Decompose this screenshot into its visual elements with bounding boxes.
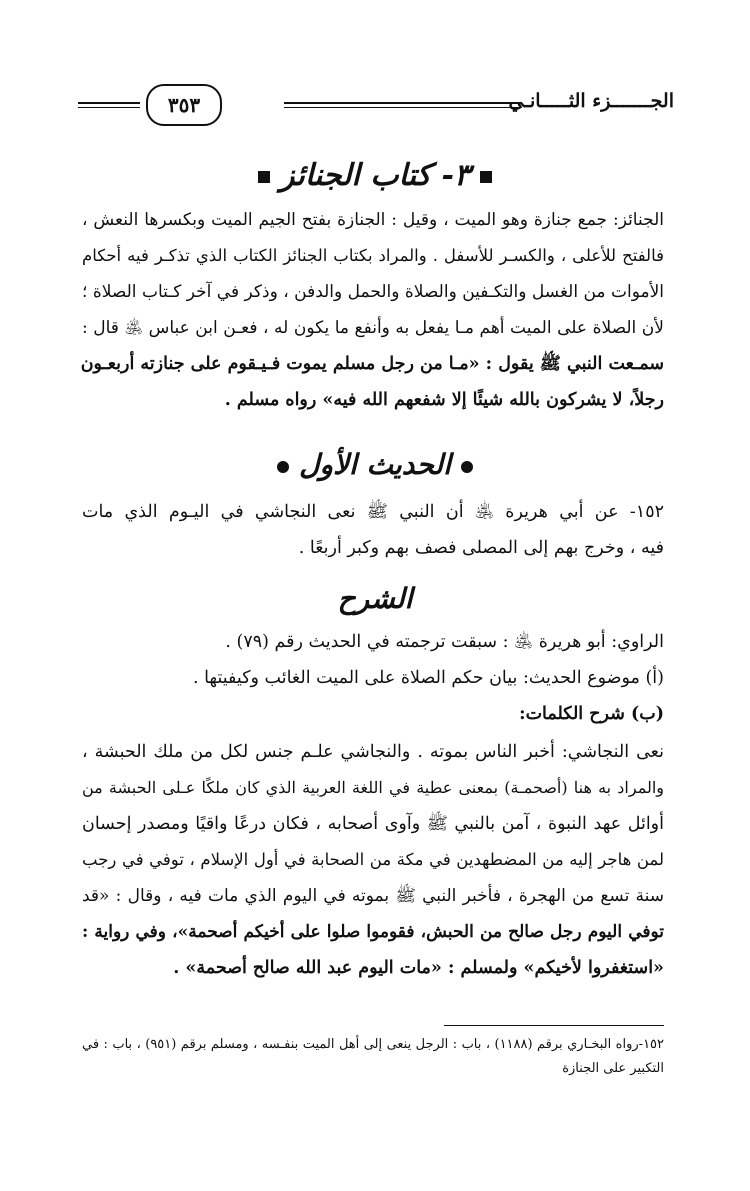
page-header (78, 84, 674, 128)
text-line: فيه ، وخرج بهم إلى المصلى فصف بهم وكبر أربعًا . (298, 538, 664, 558)
text-line: أوائل عهد النبوة ، آمن بالنبي ﷺ وآوى أصحابه ، فكان درعًا واقيًا ومصدر إحسان (82, 814, 664, 834)
book-title (0, 158, 750, 193)
hadith-title-text: الحديث الأول (299, 448, 451, 481)
running-title: الجـــــــزء الثـــــانـي (508, 90, 674, 112)
hadith-text (82, 494, 664, 566)
text-line: والمراد به هنا (أصحمـة) بمعنى عطية في اللغة العربية الذي كان ملكًا عـلى الحبشة من (82, 778, 664, 797)
square-ornament-icon (258, 171, 270, 183)
sharh-intro (82, 624, 664, 732)
text-line: سمـعت النبي ﷺ يقول : «مـا من رجل مسلم يموت فـيـقوم على جنازته أربعـون (80, 354, 664, 374)
text-line: سنة تسع من الهجرة ، فأخبر النبي ﷺ بموته في اليوم الذي مات فيه ، وقال : «قد (82, 886, 664, 906)
round-bullet-icon (277, 461, 289, 473)
footnote-line: التكبير على الجنازة (562, 1061, 664, 1076)
text-line: رجلاً، لا يشركون بالله شيئًا إلا شفعهم الله فيه» رواه مسلم . (224, 390, 664, 410)
header-rule (284, 102, 522, 108)
footnote (82, 1033, 664, 1081)
text-line: الأموات من الغسل والتكـفين والصلاة والحمل والدفن ، وذكر في آخر كـتاب الصلاة ؛ (82, 282, 664, 302)
page-number: ٣٥٣ (146, 84, 222, 126)
topic-line: (أ) موضوع الحديث: بيان حكم الصلاة على الميت الغائب وكيفيتها . (192, 668, 664, 688)
footnote-rule (444, 1025, 664, 1026)
sharh-title: الشرح (337, 582, 413, 615)
footnote-line: ١٥٢-رواه البخـاري برقم (١١٨٨) ، باب : الرجل ينعى إلى أهل الميت بنفـسه ، ومسلم برقم (٩٥١) ، باب : في (82, 1037, 665, 1052)
square-ornament-icon (480, 171, 492, 183)
narrator-line: الراوي: أبو هريرة ﵁ : سبقت ترجمته في الحديث رقم (٧٩) . (225, 632, 664, 652)
intro-paragraph (82, 202, 664, 418)
text-line: نعى النجاشي: أخبر الناس بموته . والنجاشي علـم جنس لكل من ملك الحبشة ، (82, 742, 664, 762)
text-line: لمن هاجر إليه من المضطهدين في مكة من الصحابة في أول الإسلام ، توفي في رجب (82, 850, 664, 869)
text-line: لأن الصلاة على الميت أهم مـا يفعل به وأنفع ما يكون له ، فعـن ابن عباس ﵁ قال : (82, 318, 664, 338)
text-line: الجنائز: جمع جنازة وهو الميت ، وقيل : الجنازة بفتح الجيم الميت وبكسرها النعش ، (82, 210, 664, 230)
book-title-text: ٣- كتاب الجنائز (279, 158, 471, 193)
header-rule (78, 102, 140, 108)
text-line: توفي اليوم رجل صالح من الحبش، فقوموا صلوا على أخيكم أصحمة»، وفي رواية : (82, 922, 664, 942)
words-explanation (82, 734, 664, 986)
words-heading: (ب) شرح الكلمات: (519, 704, 664, 724)
text-line: ١٥٢- عن أبي هريرة ﵁ أن النبي ﷺ نعى النجاشي في اليـوم الذي مات (82, 502, 664, 522)
hadith-section-title (0, 448, 750, 481)
text-line: «استغفروا لأخيكم» ولمسلم : «مات اليوم عبد الله صالح أصحمة» . (173, 958, 664, 978)
round-bullet-icon (461, 461, 473, 473)
text-line: فالفتح للأعلى ، والكسـر للأسفل . والمراد بكتاب الجنائز الكتاب الذي تذكـر فيه أحكام (82, 246, 664, 265)
